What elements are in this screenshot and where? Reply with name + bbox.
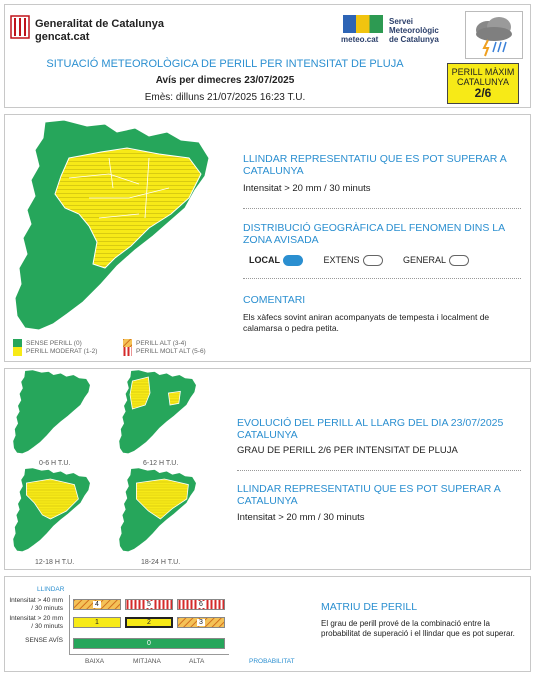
- map-caption: 6-12 H T.U.: [143, 460, 179, 467]
- option-extens[interactable]: EXTENS: [324, 255, 383, 265]
- matrix-cell-3: 3: [177, 617, 225, 628]
- toggle-off-icon: [363, 255, 383, 266]
- row-label-20: Intensitat > 20 mm / 30 minuts: [9, 615, 63, 630]
- header-panel: [4, 4, 531, 108]
- row-label-40: Intensitat > 40 mm / 30 minuts: [9, 597, 63, 612]
- divider: [243, 278, 521, 279]
- map-caption: 18-24 H T.U.: [141, 559, 181, 566]
- page-title: SITUACIÓ METEOROLÒGICA DE PERILL PER INTENSITAT DE PLUJA: [46, 58, 404, 70]
- col-label-baixa: BAIXA: [85, 658, 105, 665]
- max-danger-label-1: PERILL MÀXIM: [451, 67, 515, 77]
- map-caption: 0-6 H T.U.: [39, 460, 71, 467]
- meteocat-label: meteo.cat: [341, 35, 379, 44]
- warning-day: Avís per dimecres 23/07/2025: [155, 75, 295, 86]
- meteocat-text: Servei Meteorològic de Catalunya: [389, 17, 439, 44]
- col-label-alta: ALTA: [189, 658, 205, 665]
- map-6-12: [113, 369, 207, 457]
- comments-text: Els xàfecs sovint aniran acompanyats de tempesta i localment de calamarsa o pedra petita.: [243, 312, 490, 333]
- gencat-logo: [10, 15, 30, 39]
- evolution-threshold-heading: LLINDAR REPRESENTATIU QUE ES POT SUPERAR A CATALUNYA: [237, 483, 501, 507]
- catalonia-map: [9, 118, 227, 338]
- legend-high: PERILL ALT (3-4): [123, 339, 186, 348]
- matrix-cell-6: 6: [177, 599, 225, 610]
- meteocat-logo: [341, 15, 385, 47]
- max-danger-value: 2/6: [474, 86, 492, 100]
- gencat-name: Generalitat de Catalunya: [35, 18, 164, 30]
- map-caption: 12-18 H T.U.: [35, 559, 75, 566]
- matrix-text: El grau de perill prové de la combinació entre la probabilitat de superació i el llindar que es pot superar.: [321, 619, 515, 638]
- legend-swatch: [123, 347, 132, 356]
- toggle-off-icon: [449, 255, 469, 266]
- col-label-mitjana: MITJANA: [133, 658, 161, 665]
- divider: [237, 470, 521, 471]
- max-danger-box: [447, 63, 519, 104]
- map-18-24: [113, 467, 207, 555]
- meteocat-icon: [343, 15, 383, 33]
- toggle-on-icon: [283, 255, 303, 266]
- max-danger-label-2: CATALUNYA: [456, 77, 509, 87]
- gencat-url: gencat.cat: [35, 31, 90, 43]
- comments-heading: COMENTARI: [243, 294, 306, 306]
- row-label-none: SENSE AVÍS: [25, 637, 63, 644]
- evolution-text: GRAU DE PERILL 2/6 PER INTENSITAT DE PLUJA: [237, 445, 458, 456]
- matrix-cell-4: 4: [73, 599, 121, 610]
- storm-icon-box: [465, 11, 523, 59]
- legend-swatch: [13, 347, 22, 356]
- main-panel: [4, 114, 531, 362]
- matrix-heading: MATRIU DE PERILL: [321, 601, 418, 613]
- legend-moderate: PERILL MODERAT (1-2): [13, 347, 97, 356]
- distribution-heading: DISTRIBUCIÓ GEOGRÀFICA DEL FENOMEN DINS LA ZONA AVISADA: [243, 222, 505, 246]
- issued-date: Emès: dilluns 21/07/2025 16:23 T.U.: [144, 92, 306, 103]
- divider: [243, 208, 521, 209]
- matrix-x-title: PROBABILITAT: [249, 658, 295, 665]
- evolution-threshold-text: Intensitat > 20 mm / 30 minuts: [237, 512, 365, 523]
- storm-cloud-icon: [466, 12, 522, 58]
- matrix-grid: [69, 595, 229, 655]
- legend-no-danger: SENSE PERILL (0): [13, 339, 82, 348]
- option-local[interactable]: LOCAL: [249, 255, 303, 265]
- matrix-cell-1: 1: [73, 617, 121, 628]
- map-0-6: [7, 369, 101, 457]
- evolution-panel: [4, 368, 531, 570]
- matrix-cell-0: 0: [73, 638, 225, 649]
- matrix-cell-2-selected: 2: [125, 617, 173, 628]
- matrix-panel: [4, 576, 531, 672]
- distribution-options: [249, 255, 469, 266]
- matrix-cell-5: 5: [125, 599, 173, 610]
- matrix-y-title: LLINDAR: [37, 586, 65, 593]
- threshold-text: Intensitat > 20 mm / 30 minuts: [243, 183, 371, 194]
- map-12-18: [7, 467, 101, 555]
- evolution-heading: EVOLUCIÓ DEL PERILL AL LLARG DEL DIA 23/07/2025 CATALUNYA: [237, 417, 504, 441]
- legend-very-high: PERILL MOLT ALT (5-6): [123, 347, 206, 356]
- threshold-heading: LLINDAR REPRESENTATIU QUE ES POT SUPERAR A CATALUNYA: [243, 153, 507, 177]
- option-general[interactable]: GENERAL: [403, 255, 469, 265]
